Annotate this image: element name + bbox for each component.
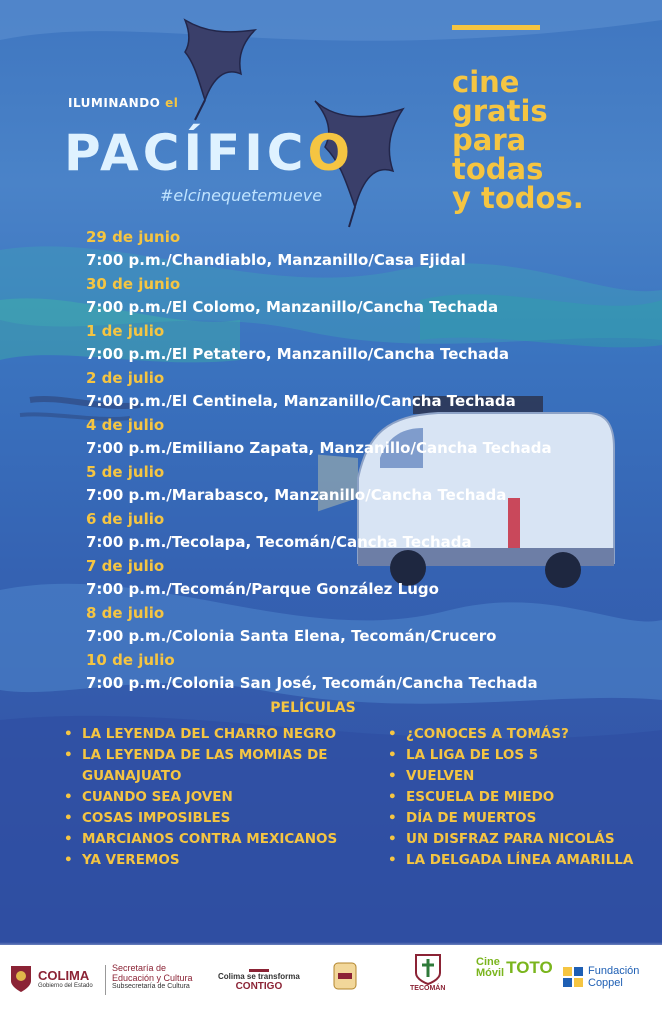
manta-ray-icon	[165, 12, 275, 122]
schedule-entry	[86, 649, 646, 696]
tecoman-logo	[410, 953, 445, 992]
page-title	[64, 124, 354, 182]
schedule-date: 8 de julio	[86, 604, 165, 622]
crown-icon	[249, 961, 269, 972]
colima-municipal-seal	[330, 959, 360, 995]
transforma-line: Colima se transforma	[218, 972, 300, 981]
film-item: • LA LEYENDA DE LAS MOMIAS DE GUANAJUATO	[64, 745, 344, 787]
schedule-place: 7:00 p.m./Colonia Santa Elena, Tecomán/Crucero	[86, 627, 497, 645]
schedule-place: 7:00 p.m./Tecolapa, Tecomán/Cancha Techada	[86, 533, 472, 551]
secretaria-line: Secretaría de	[112, 963, 167, 973]
schedule-entry	[86, 508, 646, 555]
secretaria-line: Educación y Cultura	[112, 973, 193, 983]
slogan-line: gratis	[452, 94, 548, 128]
yellow-bar	[452, 25, 540, 30]
secretaria-logo	[112, 963, 193, 990]
coppel-logo-icon	[562, 966, 584, 988]
films-list-left	[64, 724, 344, 871]
cinemovil-text: TOTO	[506, 958, 553, 977]
schedule-entry	[86, 226, 646, 273]
schedule-date: 29 de junio	[86, 228, 181, 246]
schedule-entry	[86, 555, 646, 602]
transforma-line: CONTIGO	[235, 981, 283, 992]
schedule-date: 6 de julio	[86, 510, 165, 528]
schedule-date: 1 de julio	[86, 322, 165, 340]
fundacion-line: Coppel	[588, 977, 623, 989]
slogan-line: para	[452, 123, 527, 157]
schedule-place: 7:00 p.m./El Petatero, Manzanillo/Cancha Techada	[86, 345, 509, 363]
schedule-place: 7:00 p.m./Chandiablo, Manzanillo/Casa Ejidal	[86, 251, 466, 269]
cinemovil-text: Cine	[476, 956, 500, 968]
schedule	[86, 226, 646, 696]
municipal-seal-icon	[330, 959, 360, 995]
hashtag: #elcinequetemueve	[160, 186, 323, 205]
pre-title	[68, 96, 178, 110]
films-title: PELÍCULAS	[270, 700, 356, 716]
film-item: • ¿CONOCES A TOMÁS?	[388, 724, 638, 745]
colima-name: COLIMA	[38, 967, 90, 983]
film-item: • LA DELGADA LÍNEA AMARILLA	[388, 850, 638, 871]
secretaria-line: Subsecretaría de Cultura	[112, 983, 190, 990]
film-item: • DÍA DE MUERTOS	[388, 808, 638, 829]
fundacion-coppel-logo	[562, 965, 639, 989]
schedule-date: 4 de julio	[86, 416, 165, 434]
schedule-entry	[86, 414, 646, 461]
title-last-letter: O	[307, 124, 355, 182]
film-item: • LA LEYENDA DEL CHARRO NEGRO	[64, 724, 344, 745]
slogan	[452, 65, 652, 215]
pre-title-el: el	[165, 96, 179, 110]
colima-seal-icon	[8, 963, 34, 993]
schedule-entry	[86, 367, 646, 414]
schedule-date: 10 de julio	[86, 651, 175, 669]
schedule-place: 7:00 p.m./Colonia San José, Tecomán/Cancha Techada	[86, 674, 538, 692]
schedule-date: 2 de julio	[86, 369, 165, 387]
schedule-date: 7 de julio	[86, 557, 165, 575]
tecoman-crest-icon	[414, 953, 442, 985]
schedule-place: 7:00 p.m./El Centinela, Manzanillo/Cancha Techada	[86, 392, 516, 410]
film-item: • MARCIANOS CONTRA MEXICANOS	[64, 829, 344, 850]
films-list-right	[388, 724, 638, 871]
film-item: • LA LIGA DE LOS 5	[388, 745, 638, 766]
film-item: • YA VEREMOS	[64, 850, 344, 871]
tecoman-name: TECOMÁN	[410, 985, 446, 992]
schedule-date: 5 de julio	[86, 463, 165, 481]
film-item: • VUELVEN	[388, 766, 638, 787]
schedule-place: 7:00 p.m./El Colomo, Manzanillo/Cancha Techada	[86, 298, 499, 316]
cinemovil-logo	[476, 957, 553, 979]
slogan-line: cine	[452, 65, 520, 99]
divider	[105, 965, 106, 995]
colima-logo	[8, 963, 93, 993]
schedule-date: 30 de junio	[86, 275, 181, 293]
schedule-entry	[86, 602, 646, 649]
sponsor-footer	[0, 945, 662, 1024]
cinemovil-text: Móvil	[476, 967, 505, 979]
colima-subtitle: Gobierno del Estado	[38, 982, 93, 989]
slogan-line: y todos.	[452, 181, 584, 215]
slogan-line: todas	[452, 152, 544, 186]
title-main: PACÍFIC	[64, 124, 308, 182]
film-item: • ESCUELA DE MIEDO	[388, 787, 638, 808]
transforma-logo	[218, 961, 300, 992]
film-item: • CUANDO SEA JOVEN	[64, 787, 344, 808]
schedule-place: 7:00 p.m./Emiliano Zapata, Manzanillo/Cancha Techada	[86, 439, 552, 457]
film-item: • COSAS IMPOSIBLES	[64, 808, 344, 829]
fundacion-line: Fundación	[588, 965, 640, 977]
schedule-entry	[86, 273, 646, 320]
film-item: • UN DISFRAZ PARA NICOLÁS	[388, 829, 638, 850]
pre-title-text: ILUMINANDO	[68, 96, 161, 110]
schedule-place: 7:00 p.m./Tecomán/Parque González Lugo	[86, 580, 439, 598]
schedule-entry	[86, 461, 646, 508]
schedule-place: 7:00 p.m./Marabasco, Manzanillo/Cancha Techada	[86, 486, 507, 504]
schedule-entry	[86, 320, 646, 367]
